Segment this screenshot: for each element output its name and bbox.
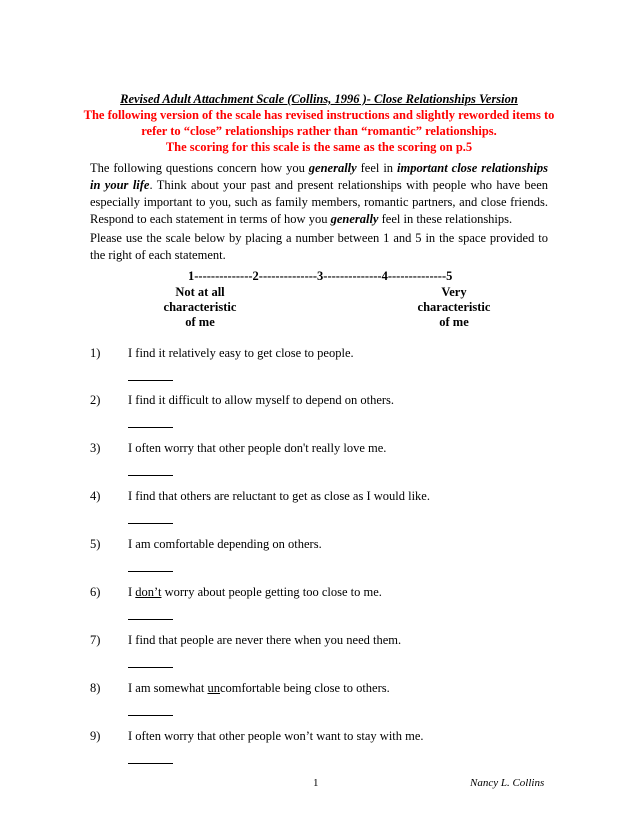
item-number: 7) [90, 633, 101, 647]
item-text-part: worry about people getting too close to me. [161, 585, 382, 599]
item-5-answer-blank[interactable] [128, 571, 173, 572]
item-text: I find that people are never there when you need them. [128, 633, 402, 647]
item-4-answer-blank[interactable] [128, 523, 173, 524]
scale-title: Revised Adult Attachment Scale (Collins, 1996 )- Close Relationships Version [120, 92, 518, 106]
intro-paragraph [90, 160, 548, 228]
item-number: 1) [90, 346, 101, 360]
item-text-part: comfortable being close to others. [220, 681, 390, 695]
intro-emphasis: important close relationships in your life [90, 161, 548, 192]
notice-line-3: The scoring for this scale is the same as the scoring on p.5 [165, 140, 473, 154]
item-3-answer-blank[interactable] [128, 475, 173, 476]
item-9-answer-blank[interactable] [128, 763, 173, 764]
item-text: I am comfortable depending on others. [128, 537, 322, 551]
item-text-underlined: don’t [135, 585, 162, 599]
notice-line-2: refer to “close” relationships rather than “romantic” relationships. [141, 124, 497, 138]
item-text: I find it difficult to allow myself to depend on others. [128, 393, 395, 407]
item-text-underlined: un [207, 681, 220, 695]
item-text [128, 681, 390, 696]
intro-text: The following questions concern how you [90, 161, 309, 175]
item-text [128, 585, 382, 600]
item-text: I find it relatively easy to get close to people. [128, 346, 354, 360]
scale-left-anchor-2: characteristic [163, 300, 237, 314]
scale-left-anchor-3: of me [185, 315, 215, 329]
intro-text: feel in [356, 161, 397, 175]
item-number: 5) [90, 537, 101, 551]
item-number: 9) [90, 729, 101, 743]
item-number: 8) [90, 681, 101, 695]
item-8-answer-blank[interactable] [128, 715, 173, 716]
notice-line-1: The following version of the scale has revised instructions and slightly reworded items to [83, 108, 555, 122]
item-number: 3) [90, 441, 101, 455]
page-number: 1 [313, 777, 319, 789]
item-1-answer-blank[interactable] [128, 380, 173, 381]
item-text: I often worry that other people don't really love me. [128, 441, 387, 455]
rating-scale-line: 1--------------2--------------3--------------4--------------5 [188, 269, 453, 283]
intro-emphasis: generally [308, 161, 357, 175]
intro-text: feel in these relationships. [378, 212, 513, 226]
item-number: 4) [90, 489, 101, 503]
item-6-answer-blank[interactable] [128, 619, 173, 620]
item-number: 6) [90, 585, 101, 599]
scale-right-anchor-3: of me [439, 315, 469, 329]
intro-emphasis: generally [330, 212, 379, 226]
item-2-answer-blank[interactable] [128, 427, 173, 428]
item-7-answer-blank[interactable] [128, 667, 173, 668]
footer-author: Nancy L. Collins [470, 777, 545, 789]
scale-right-anchor-1: Very [441, 285, 467, 299]
item-number: 2) [90, 393, 101, 407]
scale-right-anchor-2: characteristic [417, 300, 491, 314]
item-text: I find that others are reluctant to get as close as I would like. [128, 489, 430, 503]
intro-text: . Think about your past and present relationships with people who have been especially important to you, such as family members, romantic partners, and close friends. Respond to each statement in terms of how you [90, 178, 548, 226]
scale-left-anchor-1: Not at all [175, 285, 225, 299]
item-text-part: I [128, 585, 136, 599]
item-text: I often worry that other people won’t want to stay with me. [128, 729, 424, 743]
instructions-paragraph: Please use the scale below by placing a number between 1 and 5 in the space provided to the right of each statement. [90, 231, 548, 262]
item-text-part: I am somewhat [128, 681, 208, 695]
